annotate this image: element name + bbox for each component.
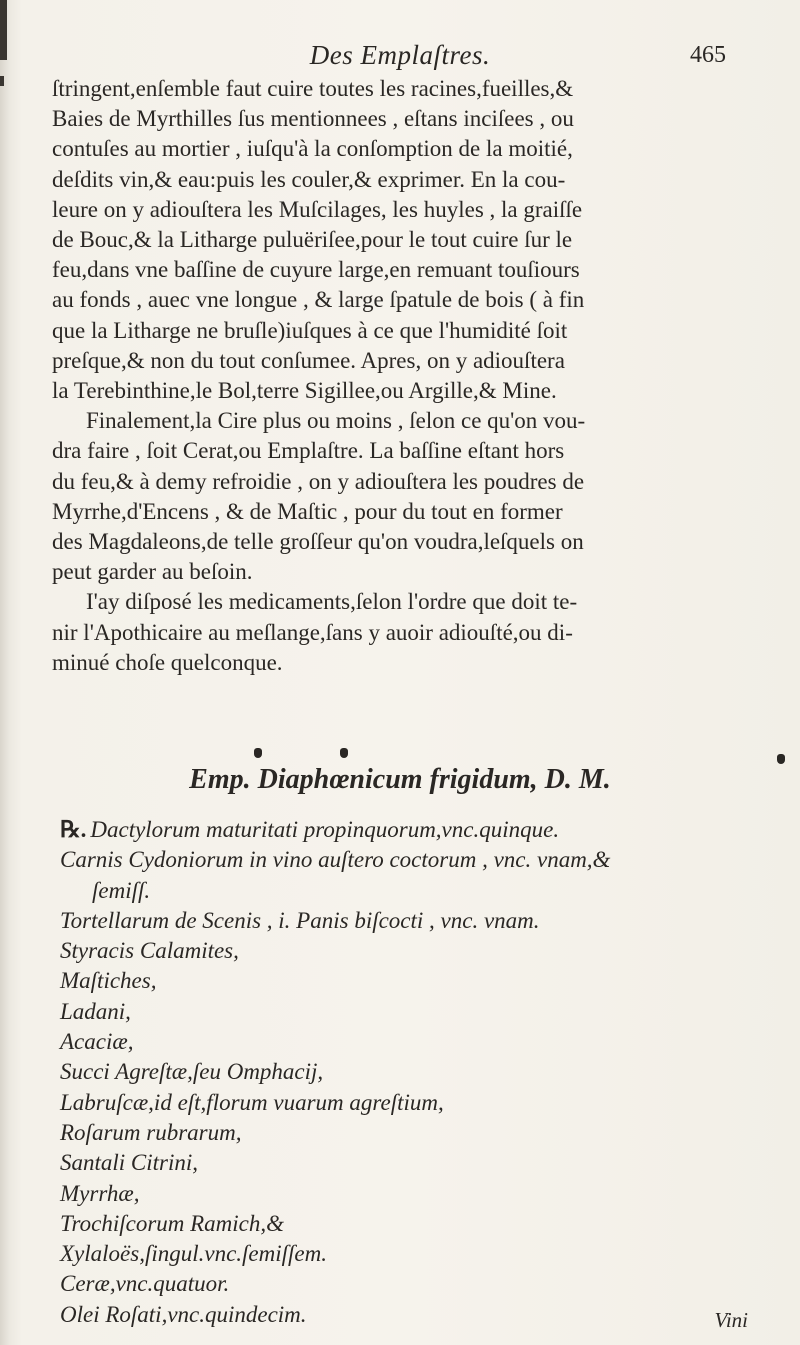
ingredient-text: Myrrhæ, [60,1180,140,1206]
prescription-line [60,1148,760,1178]
ingredient-text: Ceræ,vnc.quatuor. [60,1271,230,1297]
ingredient-text: Dactylorum maturitati propinquorum,vnc.quinque. [90,817,560,842]
ingredient-text: Maſtiches, [60,968,157,994]
ornament-icon [254,748,262,758]
prescription-line [60,1269,760,1299]
ingredient-text: Acaciæ, [60,1029,134,1055]
prescription-list [60,815,760,1330]
text-line: peut garder au beſoin. [52,559,253,585]
ingredient-text: Labruſcæ,id eſt,florum vuarum agreſtium, [60,1089,444,1115]
text-line: ſtringent,enſemble faut cuire toutes les racines,fueilles,& [52,76,574,101]
text-line: contuſes au mortier , iuſqu'à la conſomption de la moitié, [52,136,573,162]
text-line: au fonds , auec vne longue , & large ſpatule de bois ( à fin [52,287,585,313]
prescription-line [60,1300,760,1330]
recipe-title [0,764,800,796]
ingredient-text: Carnis Cydoniorum in vino auſtero coctorum , vnc. vnam,& [60,847,611,873]
prescription-line [60,1088,760,1118]
text-line: nir l'Apothicaire au meſlange,ſans y auoir adiouſté,ou di- [52,619,573,645]
recipe-symbol: ℞. [60,817,87,842]
catchword: Vini [714,1308,748,1332]
prescription-line [60,1057,760,1087]
prescription-line [60,1027,760,1057]
text-line: feu,dans vne baſſine de cuyure large,en remuant touſiours [52,257,580,283]
ingredient-text: Olei Roſati,vnc.quindecim. [60,1301,307,1327]
page-number: 465 [690,42,726,68]
text-line: de Bouc,& la Litharge puluëriſee,pour le tout cuire ſur le [52,227,573,253]
page-header [0,40,800,74]
text-line: leure on y adiouſtera les Muſcilages, les huyles , la graiſſe [52,196,583,222]
text-line: dra faire , ſoit Cerat,ou Emplaſtre. La baſſine eſtant hors [52,438,565,464]
text-line: Myrrhe,d'Encens , & de Maſtic , pour du tout en former [52,498,563,524]
text-line: deſdits vin,& eau:puis les couler,& exprimer. En la cou- [52,166,566,192]
prescription-line [60,936,760,966]
text-line: preſque,& non du tout conſumee. Apres, on y adiouſtera [52,347,565,373]
ingredient-text: Trochiſcorum Ramich,& [60,1210,285,1236]
recipe-title-text: Emp. Diaphœnicum frigidum, D. M. [189,764,611,795]
text-line: I'ay diſposé les medicaments,ſelon l'ordre que doit te- [86,589,578,615]
ingredient-text: ſemiſſ. [92,877,151,903]
gutter-shadow [0,76,4,86]
prescription-line [60,1209,760,1239]
ornament-icon [777,754,785,764]
ingredient-text: Santali Citrini, [60,1150,199,1176]
text-line: minué choſe quelconque. [52,649,283,675]
text-line: du feu,& à demy refroidie , on y adiouſtera les poudres de [52,468,585,494]
prescription-line [60,815,760,845]
prescription-line [60,876,760,906]
prescription-line [60,997,760,1027]
running-title: Des Emplaſtres. [309,40,491,70]
text-line: Finalement,la Cire plus ou moins , ſelon ce qu'on vou- [86,408,586,434]
ingredient-text: Ladani, [60,998,131,1024]
ingredient-text: Roſarum rubrarum, [60,1119,242,1145]
prescription-line [60,1239,760,1269]
prescription-line [60,845,760,875]
text-line: que la Litharge ne bruſle)iuſques à ce que l'humidité ſoit [52,317,568,343]
text-line: Baies de Myrthilles ſus mentionnees , eſtans inciſees , ou [52,106,574,132]
prescription-line [60,966,760,996]
ingredient-text: Tortellarum de Scenis , i. Panis biſcocti , vnc. vnam. [60,907,540,933]
ingredient-text: Styracis Calamites, [60,938,239,964]
text-line: la Terebinthine,le Bol,terre Sigillee,ou Argille,& Mine. [52,378,557,404]
text-line: des Magdaleons,de telle groſſeur qu'on voudra,leſquels on [52,529,584,555]
prescription-line [60,906,760,936]
prescription-line [60,1118,760,1148]
ingredient-text: Xylaloës,ſingul.vnc.ſemiſſem. [60,1241,327,1267]
ornament-icon [340,748,348,758]
prescription-line [60,1179,760,1209]
ingredient-text: Succi Agreſtæ,ſeu Omphacij, [60,1059,324,1085]
body-text [52,74,764,678]
